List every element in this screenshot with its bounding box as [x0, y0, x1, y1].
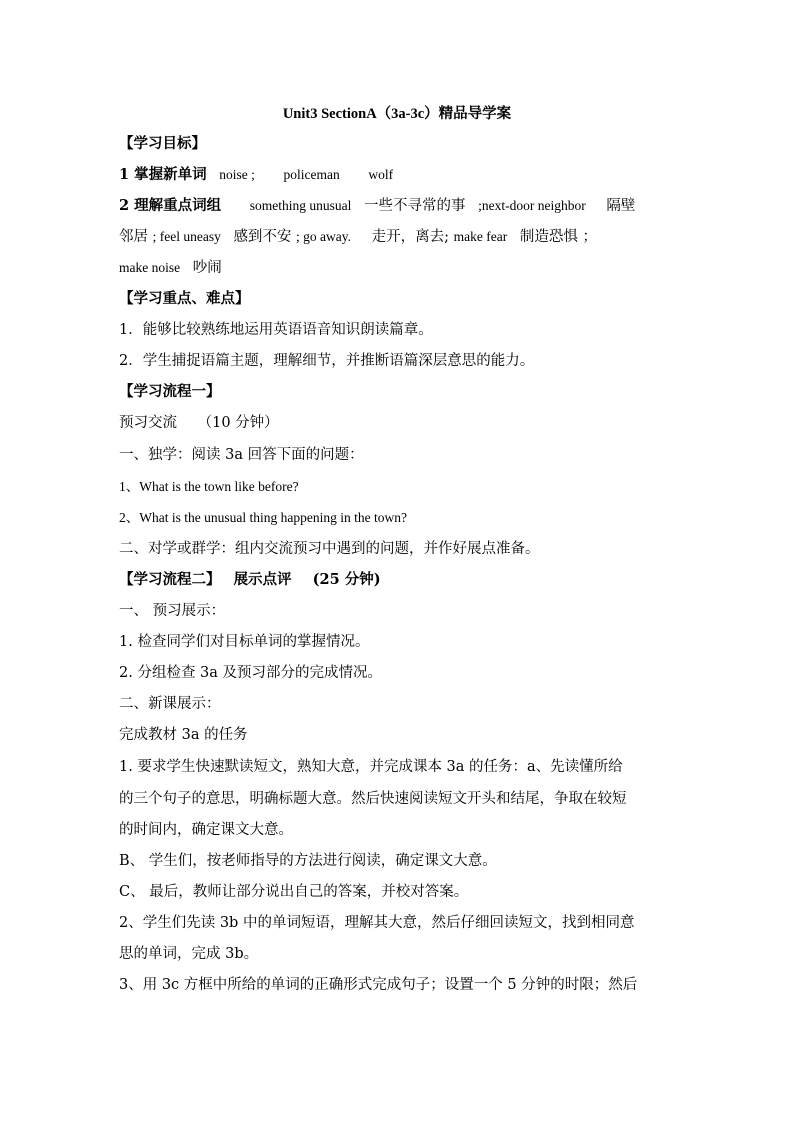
vocab-line: [119, 165, 679, 185]
paragraph-1-line-3: 的时间内，确定课文大意。: [119, 822, 293, 838]
preview-show: 一、 预习展示：: [119, 603, 226, 619]
paragraph-3-line-1: 3、用 3c 方框中所给的单词的正确形式完成句子；设置一个 5 分钟的时限；然后: [119, 977, 638, 993]
step-b: B、 学生们，按老师指导的方法进行阅读，确定课文大意。: [119, 853, 497, 869]
process1-step2: 二、对学或群学：组内交流预习中遇到的问题，并作好展点准备。: [119, 541, 540, 557]
process2-sub: 展示点评: [233, 571, 292, 588]
step-c: C、 最后，教师让部分说出自己的答案，并校对答案。: [119, 884, 469, 900]
phrase-cn: 走开，离去;: [371, 229, 450, 245]
vocab-word-policeman: policeman: [283, 167, 340, 182]
new-lesson-show: 二、新课展示：: [119, 696, 221, 712]
preview-show-1: 1. 检查同学们对目标单词的掌握情况。: [119, 634, 370, 650]
paragraph-2-line-1: 2、学生们先读 3b 中的单词短语，理解其大意，然后仔细回读短文，找到相同意: [119, 915, 635, 931]
process2-heading: 【学习流程二】: [119, 571, 221, 588]
process1-time: （10 分钟）: [197, 415, 279, 431]
phrase-en: make noise: [119, 260, 181, 275]
phrase-line-2: [119, 227, 679, 247]
vocab-word-wolf: wolf: [368, 167, 394, 182]
phrase-en: ;next-door neighbor: [478, 198, 586, 213]
question-1: 1、What is the town like before?: [119, 479, 299, 494]
paragraph-1-line-1: 1. 要求学生快速默读短文，熟知大意，并完成课本 3a 的任务：a、先读懂所给: [119, 759, 623, 775]
process2-time: (25 分钟): [312, 571, 381, 588]
process1-step1: 一、独学：阅读 3a 回答下面的问题：: [119, 447, 364, 463]
document-title: Unit3 SectionA（3a-3c）精品导学案: [282, 106, 512, 122]
phrase-line-3: [119, 258, 679, 278]
phrase-en: ; go away.: [296, 229, 352, 244]
process1-heading: 【学习流程一】: [119, 383, 221, 400]
vocab-label: 1 掌握新单词: [119, 166, 207, 183]
paragraph-2-line-2: 思的单词，完成 3b。: [119, 946, 259, 962]
phrase-cn: 隔壁: [606, 198, 636, 214]
process1-sub: 预习交流: [119, 415, 177, 431]
key-point-2: 2．学生捕捉语篇主题，理解细节，并推断语篇深层意思的能力。: [119, 353, 535, 369]
phrase-cn: 邻居: [119, 229, 148, 245]
phrase-cn: 感到不安: [233, 229, 292, 245]
process2-heading-line: [119, 570, 679, 590]
paragraph-1-line-2: 的三个句子的意思，明确标题大意。然后快速阅读短文开头和结尾，争取在较短: [119, 791, 627, 807]
phrase-cn: 一些不寻常的事: [363, 198, 466, 214]
objectives-heading: 【学习目标】: [119, 135, 206, 152]
preview-show-2: 2. 分组检查 3a 及预习部分的完成情况。: [119, 665, 383, 681]
key-point-1: 1．能够比较熟练地运用英语语音知识朗读篇章。: [119, 322, 433, 338]
phrase-en: ; feel uneasy: [152, 229, 221, 244]
process1-subheading: [119, 413, 679, 433]
phrase-line-1: [119, 196, 679, 216]
phrase-label: 2 理解重点词组: [119, 197, 222, 214]
new-lesson-task: 完成教材 3a 的任务: [119, 727, 248, 743]
key-points-heading: 【学习重点、难点】: [119, 290, 250, 307]
phrase-cn: 制造恐惧 ；: [519, 229, 597, 245]
phrase-cn: 吵闹: [192, 260, 222, 276]
vocab-word-noise: noise ;: [219, 167, 255, 182]
phrase-en: make fear: [453, 229, 508, 244]
question-2: 2、What is the unusual thing happening in the town?: [119, 510, 407, 525]
phrase-en: something unusual: [249, 198, 352, 213]
